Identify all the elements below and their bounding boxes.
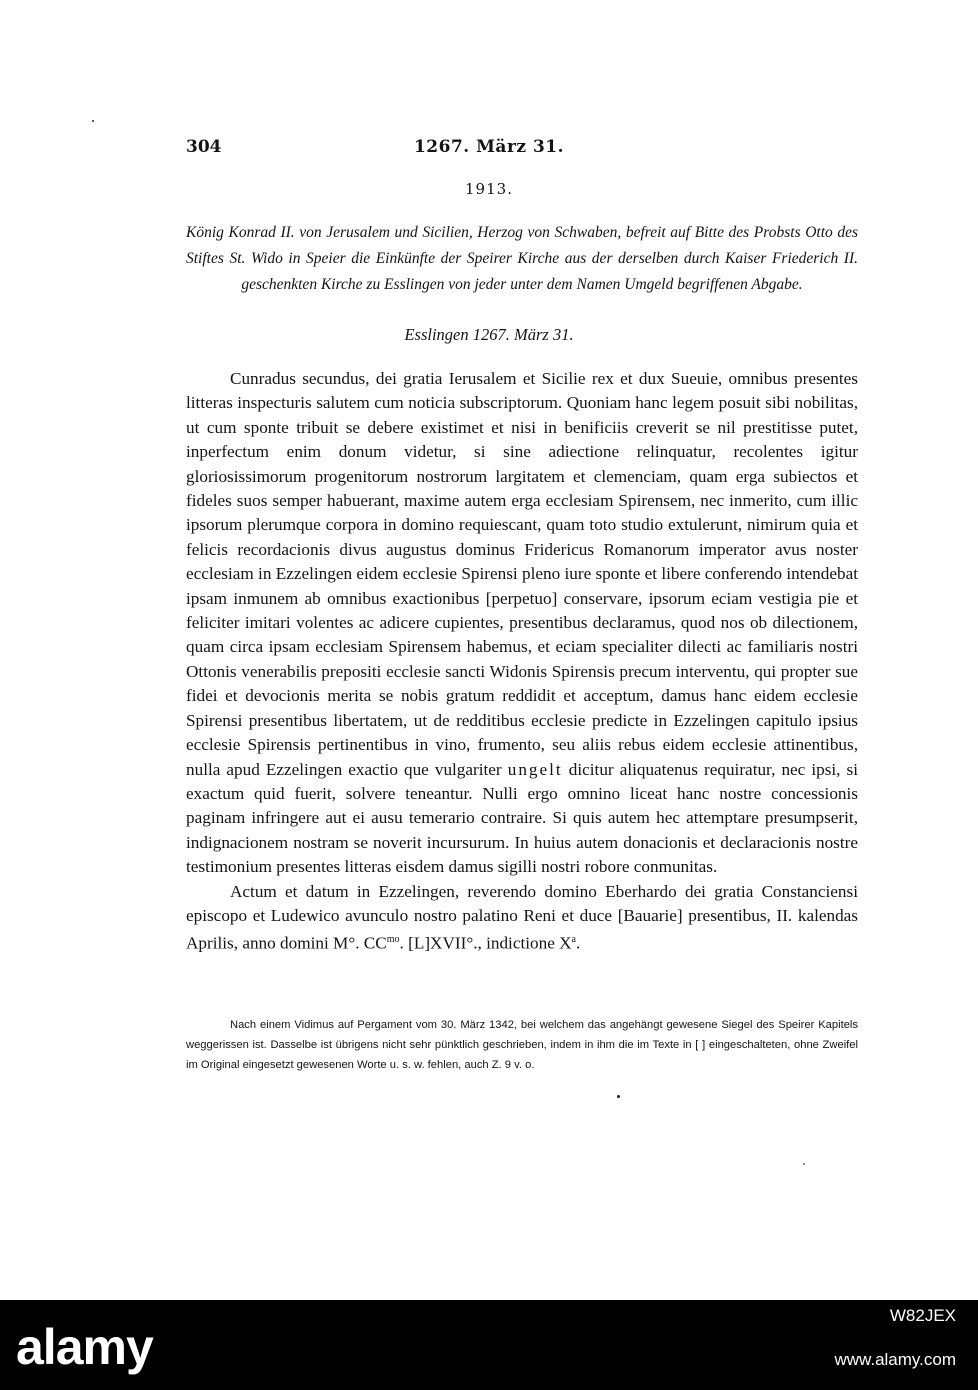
watermark-image-id: W82JEX (889, 1306, 956, 1325)
regest-summary: König Konrad II. von Jerusalem und Sicilien, Herzog von Schwaben, befreit auf Bitte des Probsts Otto des Stiftes St. Wido in Speier die Einkünfte der Speirer Kirche aus der derselben durch Kaiser Friederich II. geschenkten Kirche zu Esslingen von jeder unter dem Namen Umgeld begriffenen Abgabe. (186, 224, 858, 293)
charter-paragraph-2-start: Actum et datum in Ezzelingen, reverendo domino Eberhardo dei gratia Constanciensi episcopo et Ludewico avunculo nostro palatino Reni et duce [Bauarie] presentibus, II. kalendas Aprilis, anno domini M°. CC (186, 881, 858, 954)
superscript-mo: mo (386, 934, 400, 946)
scan-speck (92, 120, 94, 122)
charter-text (186, 367, 858, 956)
charter-paragraph-1-start: Cunradus secundus, dei gratia Ierusalem et Sicilie rex et dux Sueuie, omnibus presentes litteras inspecturis salutem cum noticia subscriptorum. Quoniam hanc legem posuit sibi nobilitas, ut cum sponte tribuit se debere existimet et nisi in benificiis creverit se nil prestitisse putet, inperfectum enim donum videtur, si sine adiectione relinquatur, recolentes igitur gloriosissimorum progenitorum nostrorum largitatem et clemenciam, quam erga subiectos et fideles suos semper habuerant, maxime autem erga ecclesiam Spirensem, nec inmerito, cum illic ipsorum plerumque corpora in domino requiescant, quam toto studio extulerunt, nimirum quia et felicis recordacionis divus augustus dominus Fridericus Romanorum imperator avus noster ecclesiam in Ezzelingen eidem ecclesie Spirensi pleno iure sponte et libere conferendo intendebat ipsam inmunem ab omnibus exactionibus [perpetuo] conservare, ipsorum eciam vestigia pie et feliciter imitari volentes ac adicere cupientes, presentibus declaramus, quod nos ob dilectionem, quam circa ipsam ecclesiam Spirensem habemus, et eciam specialiter dilecti ac familiaris nostri Ottonis venerabilis prepositi ecclesie sancti Widonis Spirensis precum interventu, qui propter sue fidei et devocionis merita se nobis gratum reddidit et acceptum, damus hanc eidem ecclesie Spirensi presentibus libertatem, ut de redditibus ecclesie predicte in Ezzelingen capitulo ipsius ecclesie Spirensis pertinentibus in vino, frumento, seu aliis rebus eidem ecclesie attinentibus, nulla apud Ezzelingen exactio que vulgariter (186, 369, 858, 779)
charter-paragraph-1-end: dicitur aliquatenus requiratur, nec ipsi, si exactum quid fuerit, solvere teneantur. Nulli ergo omnino liceat hanc nostre concessionis paginam infringere aut ei ausu temerario contraire. Si quis autem hec attemptare presumpserit, indignacionem nostram se noverit incursurum. In huius autem donacionis et declaracionis nostre testimonium presentes litteras eisdem damus sigilli nostri robore conmunitas. (186, 759, 859, 877)
superscript-a: a (571, 934, 576, 946)
scan-speck (617, 1095, 620, 1098)
watermark-logo: alamy (16, 1319, 153, 1375)
charter-paragraph-2 (186, 880, 858, 957)
dateline: Esslingen 1267. März 31. (404, 325, 574, 344)
footnote: Nach einem Vidimus auf Pergament vom 30. März 1342, bei welchem das angehängt gewesene Siegel des Speirer Kapitels weggerissen ist. Dasselbe ist übrigens nicht sehr pünktlich geschrieben, indem in ihm die im Texte in [ ] eingeschalteten, ohne Zweifel im Original eingesetzt gewesenen Worte u. s. w. fehlen, auch Z. 9 v. o. (186, 1019, 858, 1071)
watermark-url: www.alamy.com (834, 1350, 956, 1369)
spaced-word-ungelt: ungelt (507, 759, 563, 779)
document-number: 1913. (465, 180, 513, 198)
page-number: 304 (186, 137, 222, 157)
scan-speck (803, 1163, 805, 1165)
charter-paragraph-2-mid: . [L]XVII°., indictione X (399, 934, 572, 954)
charter-paragraph-2-end: . (576, 934, 581, 954)
charter-paragraph-1 (186, 367, 858, 880)
running-head: 1267. März 31. (413, 137, 565, 157)
